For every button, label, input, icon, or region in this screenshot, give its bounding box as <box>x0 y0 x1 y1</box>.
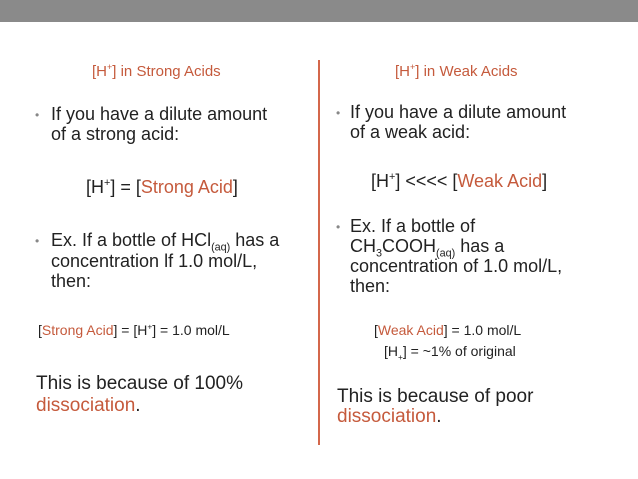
weak-acid-term: Weak Acid <box>377 322 444 338</box>
right-equation-weak <box>371 171 547 191</box>
eq-part: ] <box>232 177 238 197</box>
eq-sup: + <box>104 177 111 189</box>
left-heading-a: [H <box>92 63 107 80</box>
right-bullet2-line2 <box>350 236 505 260</box>
left-conclusion-line1: This is because of 100% <box>36 373 244 394</box>
right-conclusion-line2 <box>337 406 442 427</box>
bullet-dot: • <box>336 220 341 234</box>
weak-acid-term: Weak Acid <box>457 171 543 191</box>
text-part: COOH <box>382 236 437 256</box>
right-equation-percent <box>384 341 516 361</box>
right-heading <box>395 63 518 80</box>
text-part: CH <box>350 236 376 256</box>
bullet-dot: • <box>35 108 40 122</box>
right-bullet2-line3: concentration of 1.0 mol/L, <box>350 256 563 276</box>
left-heading-b: ] in Strong Acids <box>112 63 221 80</box>
left-bullet1-line1: If you have a dilute amount <box>51 104 268 124</box>
left-equation-strong <box>86 177 238 197</box>
period: . <box>436 406 442 427</box>
eq-part: [H <box>371 171 389 191</box>
eq-part: [ <box>38 322 42 338</box>
left-heading-sup: + <box>107 62 113 72</box>
right-heading-b: ] in Weak Acids <box>415 63 518 80</box>
subscript: 3 <box>376 247 383 260</box>
eq-part: ] = [ <box>110 177 141 197</box>
left-equation-final <box>38 320 230 340</box>
subscript: (aq) <box>211 241 231 254</box>
top-bar <box>0 0 638 22</box>
eq-part: [ <box>374 322 378 338</box>
right-bullet1-line1: If you have a dilute amount <box>350 102 567 122</box>
eq-part: ] = 1.0 mol/L <box>152 322 230 338</box>
right-heading-sup: + <box>410 62 416 72</box>
left-conclusion-line2 <box>36 395 141 416</box>
eq-part: ] = ~1% of original <box>402 343 516 359</box>
eq-part: ] <box>542 171 548 191</box>
dissociation-term: dissociation <box>36 395 136 416</box>
eq-part: [H <box>384 343 398 359</box>
dissociation-term: dissociation <box>337 406 437 427</box>
right-equation-concentration <box>374 320 521 340</box>
right-bullet2-line4: then: <box>350 276 391 296</box>
bullet-dot: • <box>35 234 40 248</box>
eq-part: [H <box>86 177 104 197</box>
eq-part: ] = [H <box>113 322 148 338</box>
period: . <box>135 395 141 416</box>
text-part: Ex. If a bottle of HCl <box>51 230 212 250</box>
left-bullet2-line2: concentration lf 1.0 mol/L, <box>51 251 258 271</box>
eq-part: ] = 1.0 mol/L <box>443 322 522 338</box>
left-bullet2-line3: then: <box>51 271 92 291</box>
right-bullet2-line1: Ex. If a bottle of <box>350 216 476 236</box>
column-divider <box>318 60 320 445</box>
strong-acid-term: Strong Acid <box>41 322 114 338</box>
strong-acid-term: Strong Acid <box>140 177 233 197</box>
subscript: + <box>398 351 403 362</box>
eq-part: ] <<<< [ <box>395 171 458 191</box>
eq-sup: + <box>389 171 396 183</box>
left-bullet1-line2: of a strong acid: <box>51 124 180 144</box>
left-heading <box>92 63 221 80</box>
right-bullet1-line2: of a weak acid: <box>350 122 471 142</box>
right-conclusion-line1: This is because of poor <box>337 386 534 407</box>
subscript: (aq) <box>436 247 456 260</box>
left-bullet2-line1 <box>51 230 280 254</box>
eq-sup: + <box>147 321 153 332</box>
bullet-dot: • <box>336 106 341 120</box>
text-part: has a <box>230 230 280 250</box>
text-part: has a <box>455 236 505 256</box>
right-heading-a: [H <box>395 63 410 80</box>
